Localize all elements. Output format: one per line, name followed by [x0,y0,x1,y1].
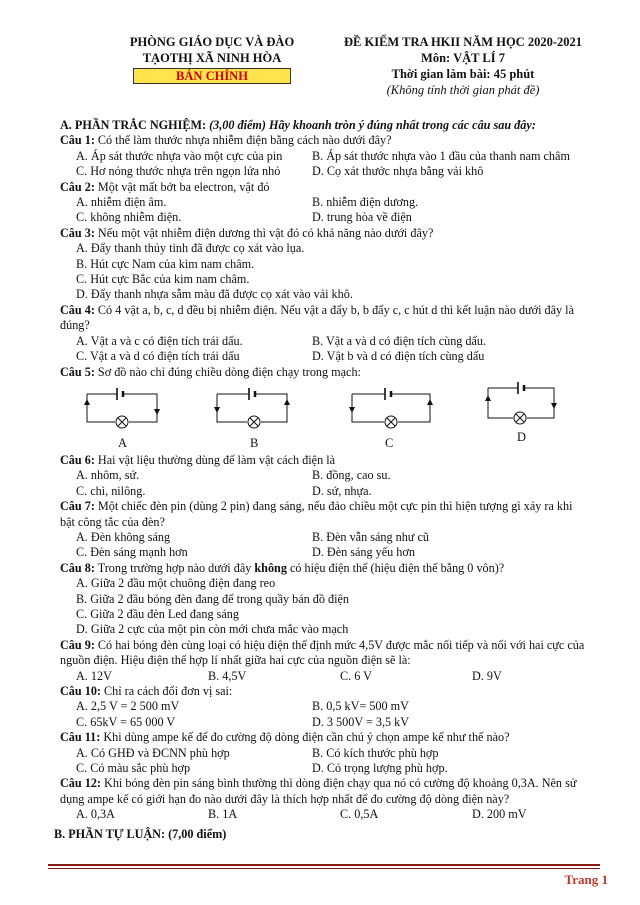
circuit-label-d[interactable]: D [517,429,527,444]
circuit-diagrams [60,380,588,453]
question-text: Chỉ ra cách đổi đơn vị sai: [104,684,233,698]
option-c[interactable]: C. Giữa 2 đầu đèn Led đang sáng [76,606,239,621]
option-d[interactable]: D. Đẩy thanh nhựa sẫm màu đã được cọ xát vào vải khô. [76,287,353,302]
question-3 [60,226,588,241]
question-12 [60,776,588,807]
option-b[interactable]: B. Hút cực Nam của kim nam châm. [76,256,255,271]
option-a[interactable]: A. 2,5 V = 2 500 mV [76,699,180,714]
exam-title: ĐỀ KIỂM TRA HKII NĂM HỌC 2020-2021 [344,35,582,49]
question-9 [60,638,588,669]
question-10 [60,684,588,699]
circuit-c [352,388,430,428]
options-row [60,164,588,179]
question-number: Câu 4: [60,302,95,317]
option-c[interactable]: C. 65kV = 65 000 V [76,714,176,729]
circuit-label-b[interactable]: B [250,435,259,450]
options-row [60,715,588,730]
option-b[interactable]: B. Áp sát thước nhựa vào 1 đầu của thanh nam châm [312,148,570,163]
option-d[interactable]: D. Đèn sáng yếu hơn [312,545,415,560]
question-text: Có hai bóng đèn cùng loại có hiệu điện thế định mức 4,5V được mắc nối tiếp và nối với hai cực của nguồn điện. Hiệu điện thế hợp lí nhất giữa hai cực của nguồn điện sẽ là: [60,637,585,668]
section-a-instruction: (3,00 điểm) Hãy khoanh tròn ý đúng nhất trong các câu sau đây: [209,118,536,132]
option-c[interactable]: C. 6 V [340,668,372,683]
question-emphasis: không [254,560,287,575]
question-2 [60,180,588,195]
options-row [60,195,588,210]
footer-rule [48,864,600,866]
option-a[interactable]: A. 12V [76,668,112,683]
subject-line: Môn: VẬT LÍ 7 [421,51,505,65]
option-b[interactable]: B. Giữa 2 đầu bóng đèn đang để trong quầy bán đồ điện [76,591,349,606]
question-number: Câu 9: [60,637,95,652]
question-text: Một vật mất bớt ba electron, vật đó [97,179,270,194]
question-number: Câu 7: [60,499,95,514]
option-d[interactable]: D. 9V [472,668,502,683]
question-8 [60,561,588,576]
option-b[interactable]: B. nhiễm điện dương. [312,195,419,210]
option-c[interactable]: C. Có màu sắc phù hợp [76,761,191,776]
question-11 [60,730,588,745]
question-5 [60,365,588,380]
option-d[interactable]: D. sứ, nhựa. [312,483,372,498]
options-row [60,334,588,349]
option-b[interactable]: B. Vật a và d có điện tích cùng dấu. [312,333,487,348]
question-7 [60,499,588,530]
question-number: Câu 8: [60,560,95,575]
options-row [60,669,588,684]
option-a[interactable]: A. Đèn không sáng [76,529,171,544]
options-row [60,468,588,483]
question-text-end: có hiệu điện thế (hiệu điện thế bằng 0 vôn)? [286,560,505,575]
section-a-title: A. PHẦN TRẮC NGHIỆM: [60,118,207,132]
question-text: Có thể làm thước nhựa nhiễm điện bằng cách nào dưới đây? [97,133,392,148]
option-d[interactable]: D. 3 500V = 3,5 kV [312,714,410,729]
option-d[interactable]: D. Có trọng lượng phù hợp. [312,761,448,776]
option-c[interactable]: C. Hơ nóng thước nhựa trên ngọn lửa nhỏ [76,164,281,179]
question-number: Câu 12: [60,776,101,791]
original-copy-badge: BẢN CHÍNH [133,68,291,84]
circuit-d [488,382,554,424]
option-b[interactable]: B. Có kích thước phù hợp [312,745,439,760]
question-text: Nếu một vật nhiễm điện dương thì vật đó có khả năng nào dưới đây? [97,225,434,240]
circuit-label-c[interactable]: C [385,435,394,450]
exam-body [54,118,588,842]
question-number: Câu 1: [60,133,95,148]
circuit-label-a[interactable]: A [118,435,128,450]
options-row [60,530,588,545]
department-line1: PHÒNG GIÁO DỤC VÀ ĐÀO [129,35,295,49]
question-number: Câu 11: [60,730,101,745]
school-header [96,34,328,84]
exam-header [318,34,608,98]
question-4 [60,303,588,334]
section-a-heading [60,118,588,133]
question-text: Hai vật liệu thường dùng để làm vật cách điện là [97,452,336,467]
question-number: Câu 10: [60,684,101,698]
question-6 [60,453,588,468]
option-a[interactable]: A. nhôm, sứ. [76,468,140,483]
duration-line: Thời gian làm bài: 45 phút [391,67,535,81]
option-a[interactable]: A. Có GHĐ và ĐCNN phù hợp [76,745,230,760]
option-c[interactable]: C. Đèn sáng mạnh hơn [76,545,188,560]
option-b[interactable]: B. 1A [208,807,238,822]
options-row [60,699,588,714]
option-d[interactable]: D. 200 mV [472,807,527,822]
option-a[interactable]: A. Đẩy thanh thủy tinh đã được cọ xát vào lụa. [76,241,305,256]
options-row [60,746,588,761]
department-line2: TẠOTHỊ XÃ NINH HÒA [142,51,282,65]
options-row [60,545,588,560]
option-b[interactable]: B. Đèn vẫn sáng như cũ [312,529,429,544]
option-b[interactable]: B. đồng, cao su. [312,468,391,483]
duration-note: (Không tính thời gian phát đề) [386,83,540,97]
option-d[interactable]: D. Cọ xát thước nhựa bằng vải khô [312,164,484,179]
option-d[interactable]: D. Vật b và d có điện tích cùng dấu [312,349,485,364]
option-d[interactable]: D. trung hòa về điện [312,210,412,225]
option-c[interactable]: C. không nhiễm điện. [76,210,182,225]
question-number: Câu 5: [60,364,95,379]
options-row [60,210,588,225]
options-row [60,761,588,776]
option-a[interactable]: A. Áp sát thước nhựa vào một cực của pin [76,148,283,163]
question-number: Câu 3: [60,225,95,240]
circuits-svg [60,380,588,440]
question-number: Câu 2: [60,179,95,194]
option-c[interactable]: C. Vật a và d có điện tích trái dấu [76,349,240,364]
option-a[interactable]: A. Vật a và c có điện tích trái dấu. [76,333,243,348]
question-text: Khi dùng ampe kế để đo cường độ dòng điện cần chú ý chọn ampe kế như thế nào? [103,730,510,745]
question-text: Có 4 vật a, b, c, d đều bị nhiễm điện. Nếu vật a đẩy b, b đẩy c, c hút d thì kết luận nào dưới đây là đúng? [60,302,574,333]
option-a[interactable]: A. Giữa 2 đầu một chuông điện đang reo [76,576,276,591]
option-a[interactable]: A. 0,3A [76,807,115,822]
options-row [60,149,588,164]
option-c[interactable]: C. 0,5A [340,807,379,822]
question-text: Khi bóng đèn pin sáng bình thường thì dòng điện chạy qua nó có cường độ khoảng 0,3A. Nên sử dụng ampe kế có giới hạn đo nào dưới đây là thích hợp nhất để đo cường độ dòng điện này? [60,776,577,806]
circuit-a [87,388,157,428]
option-c[interactable]: C. chì, nilông. [76,483,146,498]
option-d[interactable]: D. Giữa 2 cực của một pin còn mới chưa mắc vào mạch [76,622,349,637]
footer-rule-thin [48,868,600,869]
options-row [60,807,588,822]
page-number: Trang 1 [564,872,608,887]
section-b-heading: B. PHẦN TỰ LUẬN: (7,00 điểm) [54,826,227,841]
option-b[interactable]: B. 4,5V [208,668,247,683]
option-b[interactable]: B. 0,5 kV= 500 mV [312,699,409,714]
question-text: Sơ đồ nào chỉ đúng chiều dòng điện chạy trong mạch: [97,364,361,379]
circuit-b [217,388,287,428]
option-a[interactable]: A. nhiễm điện âm. [76,195,167,210]
options-row [60,484,588,499]
question-1 [60,133,588,148]
question-text: Một chiếc đèn pin (dùng 2 pin) đang sáng, nếu đảo chiều một cực pin thì hiện tượng gì xảy ra khi bật công tắc của đèn? [60,499,573,529]
question-text: Trong trường hợp nào dưới đây [97,560,255,575]
options-row [60,349,588,364]
option-c[interactable]: C. Hút cực Bắc của kim nam châm. [76,272,250,287]
question-number: Câu 6: [60,452,95,467]
